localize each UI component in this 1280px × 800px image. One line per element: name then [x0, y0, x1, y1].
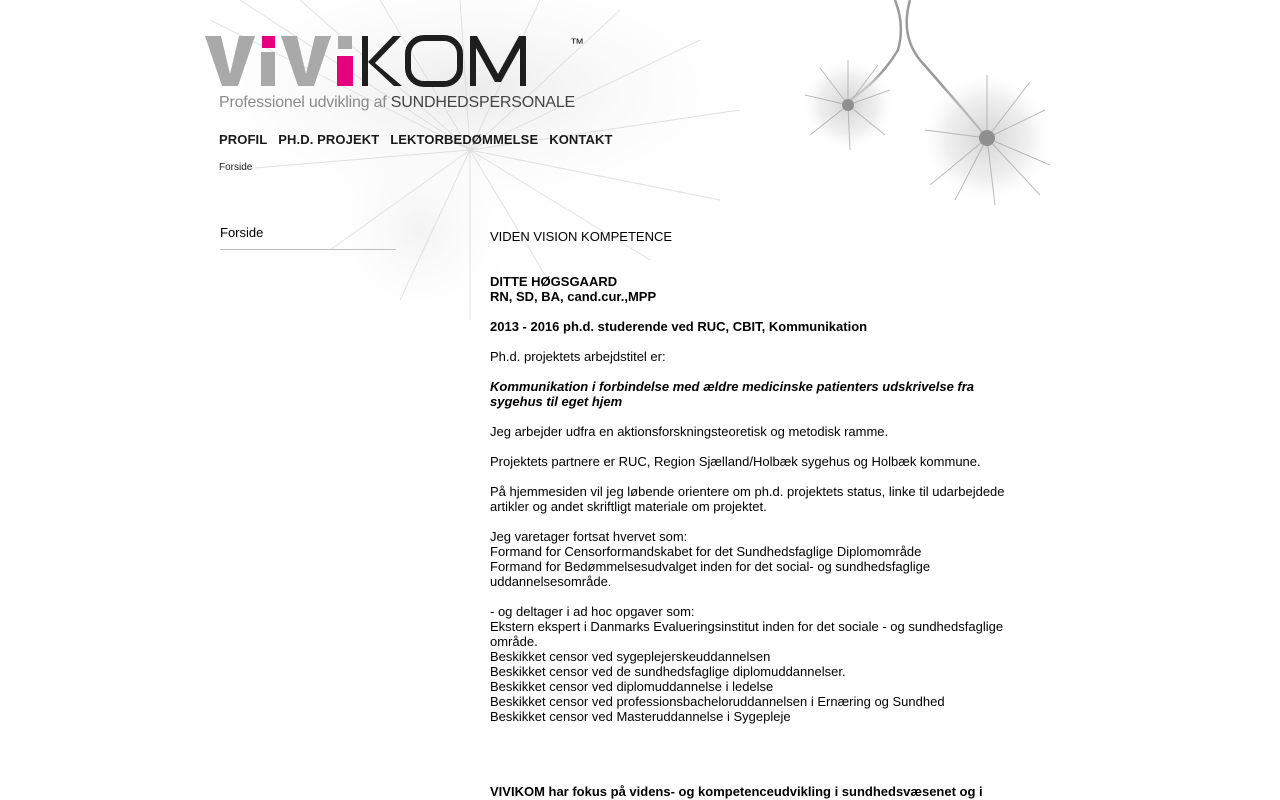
trademark-symbol: ™ — [570, 35, 584, 51]
adhoc-item: Beskikket censor ved diplomuddannelse i ledelse — [490, 679, 774, 694]
partners-text: Projektets partnere er RUC, Region Sjælland/Holbæk sygehus og Holbæk kommune. — [490, 454, 981, 469]
adhoc-item: Beskikket censor ved professionsbacheloruddannelsen i Ernæring og Sundhed — [490, 694, 945, 709]
adhoc-item: Beskikket censor ved sygeplejerskeuddannelsen — [490, 649, 771, 664]
main-nav — [219, 132, 613, 147]
phd-period: 2013 - 2016 ph.d. studerende ved RUC, CBIT, Kommunikation — [490, 319, 868, 334]
project-title: Kommunikation i forbindelse med ældre medicinske patienters udskrivelse fra sygehus til eget hjem — [490, 379, 975, 409]
logo-tagline-upper: SUNDHEDSPERSONALE — [390, 94, 575, 111]
role-item: Formand for Censorformandskabet for det Sundhedsfaglige Diplomområde — [490, 544, 922, 559]
homepage-note: På hjemmesiden vil jeg løbende orientere om ph.d. projektets status, linke til udarbejdede artikler og andet skriftligt materiale om projektet. — [490, 484, 1005, 514]
method-text: Jeg arbejder udfra en aktionsforskningsteoretisk og metodisk ramme. — [490, 424, 889, 439]
adhoc-item: Beskikket censor ved Masteruddannelse i Sygepleje — [490, 709, 791, 724]
roles-intro: Jeg varetager fortsat hvervet som: — [490, 529, 688, 544]
logo-tagline — [219, 94, 575, 112]
logo-tagline-lower: Professionel udvikling af — [219, 94, 387, 111]
nav-item-profil[interactable]: PROFIL — [219, 132, 268, 147]
role-item: Formand for Bedømmelsesudvalget inden for det social- og sundhedsfaglige uddannelsesområde. — [490, 559, 931, 589]
adhoc-item: Ekstern ekspert i Danmarks Evalueringsinstitut inden for det sociale - og sundhedsfaglige område. — [490, 619, 1004, 649]
footer-text: VIVIKOM har fokus på videns- og kompetenceudvikling i sundhedsvæsenet og i — [490, 784, 983, 799]
nav-item-kontakt[interactable]: KONTAKT — [549, 132, 613, 147]
vivikom-logo[interactable] — [205, 34, 590, 94]
author-name: DITTE HØGSGAARD — [490, 274, 618, 289]
main-content — [490, 229, 1030, 799]
breadcrumb: Forside — [219, 162, 253, 173]
author-credentials: RN, SD, BA, cand.cur.,MPP — [490, 289, 657, 304]
side-menu — [220, 224, 396, 250]
adhoc-intro: - og deltager i ad hoc opgaver som: — [490, 604, 695, 619]
nav-item-phd-projekt[interactable]: PH.D. PROJEKT — [278, 132, 380, 147]
nav-item-lektorbedommelse[interactable]: LEKTORBEDØMMELSE — [390, 132, 539, 147]
project-title-intro: Ph.d. projektets arbejdstitel er: — [490, 349, 666, 364]
adhoc-item: Beskikket censor ved de sundhedsfaglige diplomuddannelser. — [490, 664, 846, 679]
page-heading: VIDEN VISION KOMPETENCE — [490, 229, 673, 244]
side-menu-item-forside[interactable]: Forside — [220, 225, 264, 240]
